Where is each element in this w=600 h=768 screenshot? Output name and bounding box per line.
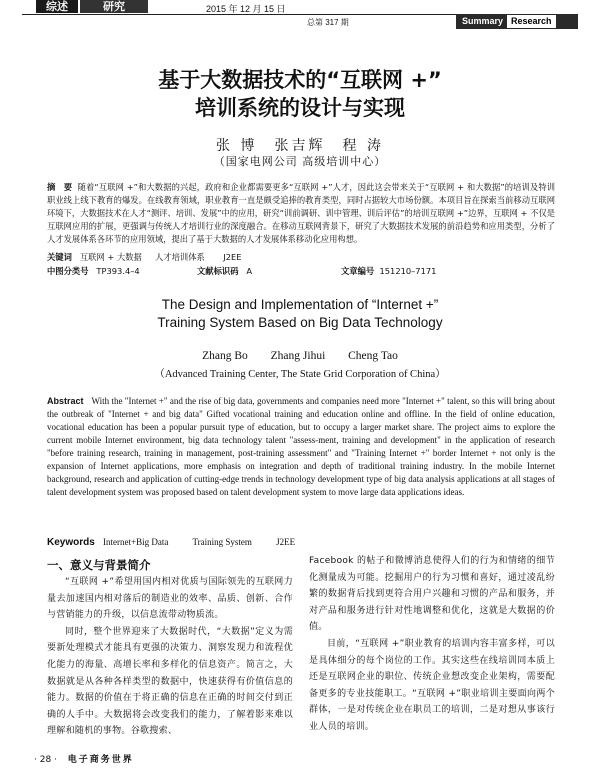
page-footer: [34, 752, 134, 765]
summary-research-badge: [456, 14, 578, 29]
affiliation-en: （Advanced Training Center, The State Grid Corporation of China）: [154, 369, 446, 380]
keywords-en: [47, 537, 555, 548]
title-cn-line2: 培训系统的设计与实现: [195, 96, 405, 120]
issue-number: 总第 317 期: [307, 18, 349, 27]
keyword-cn: 互联网 + 大数据: [79, 252, 142, 262]
abstract-cn-text: 随着“互联网 +”和大数据的兴起，政府和企业都需要更多“互联网 +”人才，因此这会带来关于“互联网 + 和大数据”的培训及特训职业线上线下教育的爆发。在线教育领域，职业教育一直是颇受追捧的教育类型，同时占据较大市场份额。本项目旨在探索当前移动互联网环境下，大数据技术在人才“测评、培训、发展”中的应用，研究“训前调研、训中管理、训后评估”的培训互联网 +”边界，互联网 + 不仅是互联网应用的扩展，更强调与传统人才培训行业的深度融合。在移动互联网背景下，研究了大数据技术发展的前沿趋势和应用类型，分析了人才发展体系各环节的应用领域，提出了基于大数据的人才发展体系移动化应用构想。: [47, 182, 555, 244]
author-en: Cheng Tao: [348, 350, 398, 362]
author-en: Zhang Bo: [202, 350, 248, 362]
journal-brand: 电子商务世界: [67, 755, 134, 765]
keyword-cn: J2EE: [223, 252, 242, 262]
section-heading: 一、意义与背景简介: [47, 558, 151, 572]
body-column-right: [309, 553, 555, 736]
paragraph: 目前，“互联网 +”职业教育的培训内容丰富多样，可以是具体细分的每个岗位的工作。其实这些在线培训同本质上还是互联网企业的职位、传统企业想改变企业架构，需要配备更多的专业技能职工。“互联网 +”职业培训主要面向两个群体，一是对传统企业在职员工的培训，二是对想从事该行业人员的培训。: [309, 638, 555, 732]
article-number-label: 文章编号: [341, 266, 375, 276]
authors-cn: 张 博 张吉辉 程 涛: [216, 138, 384, 154]
clc-value: TP393.4–4: [96, 266, 140, 276]
article-number-value: 151210–7171: [379, 266, 437, 276]
abstract-en-text: With the "Internet +" and the rise of big data, governments and companies need more "Internet +" talent, so this will bring about the outbreak of "Internet + and big data" Gifted vocational training and education online and offline. In the field of online education, vocational education has been a popular pursuit type of education, but to occupy a larger market share. The project aims to explore the current mobile Internet environment, big data technology talent "assess-ment, training and development" in the application of research "before training research, training in management, post-training assessment" and "Training Internet +" border Internet + not only is the expansion of Internet applications, more emphasis on integration and depth of traditional training industry. In the mobile Internet background, research and application of cutting-edge trends in technology development type of big data analysis applications at all stages of talent development system was proposed based on talent development system to move large data applications ideas.: [47, 396, 555, 497]
paragraph: 同时，整个世界迎来了大数据时代，“大数据”定义为需要新处理模式才能具有更强的决策力、洞察发现力和流程优化能力的海量、高增长率和多样化的信息资产。简言之，大数据就是从各种各样类型的数据中，快速获得有价值信息的能力。数据的价值在于将正确的信息在正确的时间交付到正确的人手中。大数据将会改变我们的能力，了解着影来难以理解和随机的事物。谷歌搜索、: [47, 626, 293, 737]
page-number: · 28 ·: [34, 755, 57, 765]
title-cn-line1: 基于大数据技术的“互联网 +”: [158, 68, 442, 92]
title-en-line1: The Design and Implementation of “Internet +”: [161, 297, 439, 312]
authors-en: [0, 350, 600, 362]
clc-label: 中图分类号: [47, 266, 89, 276]
section-tab-research: 研究: [80, 0, 148, 13]
paragraph: Facebook 的帖子和微博消息使得人们的行为和情绪的细节化测量成为可能。挖掘用户的行为习惯和喜好，通过凌乱纷繁的数据背后找到更符合用户兴趣和习惯的产品和服务，并对产品和服务进行针对性地调整和优化，这就是大数据的价值。: [309, 556, 555, 633]
keywords-cn-label: 关键词: [47, 252, 72, 262]
issue-date: 2015 年 12 月 15 日: [206, 4, 286, 14]
paragraph: “互联网 +”希望用国内相对优质与国际领先的互联网力量去加速国内相对落后的制造业的效率、品质、创新、合作与营销能力的升级，以信息流带动物质流。: [47, 577, 293, 621]
keywords-en-label: Keywords: [47, 537, 95, 548]
keyword-en: Training System: [192, 537, 252, 547]
abstract-en-label: Abstract: [47, 396, 84, 406]
body-column-left: [47, 574, 293, 740]
summary-label: Summary: [462, 16, 504, 26]
keywords-cn: [47, 251, 555, 263]
abstract-cn: [47, 181, 555, 246]
abstract-cn-label: 摘 要: [47, 182, 73, 192]
doc-code-value: A: [246, 266, 253, 276]
section-tab-review: 综述: [36, 0, 78, 13]
affiliation-cn: （国家电网公司 高级培训中心）: [213, 155, 387, 168]
author-en: Zhang Jihui: [270, 350, 326, 362]
classification-line: [47, 265, 555, 277]
title-en-line2: Training System Based on Big Data Technology: [157, 315, 443, 330]
keyword-en: Internet+Big Data: [103, 537, 169, 547]
keyword-cn: 人才培训体系: [155, 252, 205, 262]
abstract-en: [47, 395, 555, 499]
doc-code-label: 文献标识码: [197, 266, 239, 276]
keyword-en: J2EE: [276, 537, 296, 547]
research-label: Research: [507, 15, 556, 28]
